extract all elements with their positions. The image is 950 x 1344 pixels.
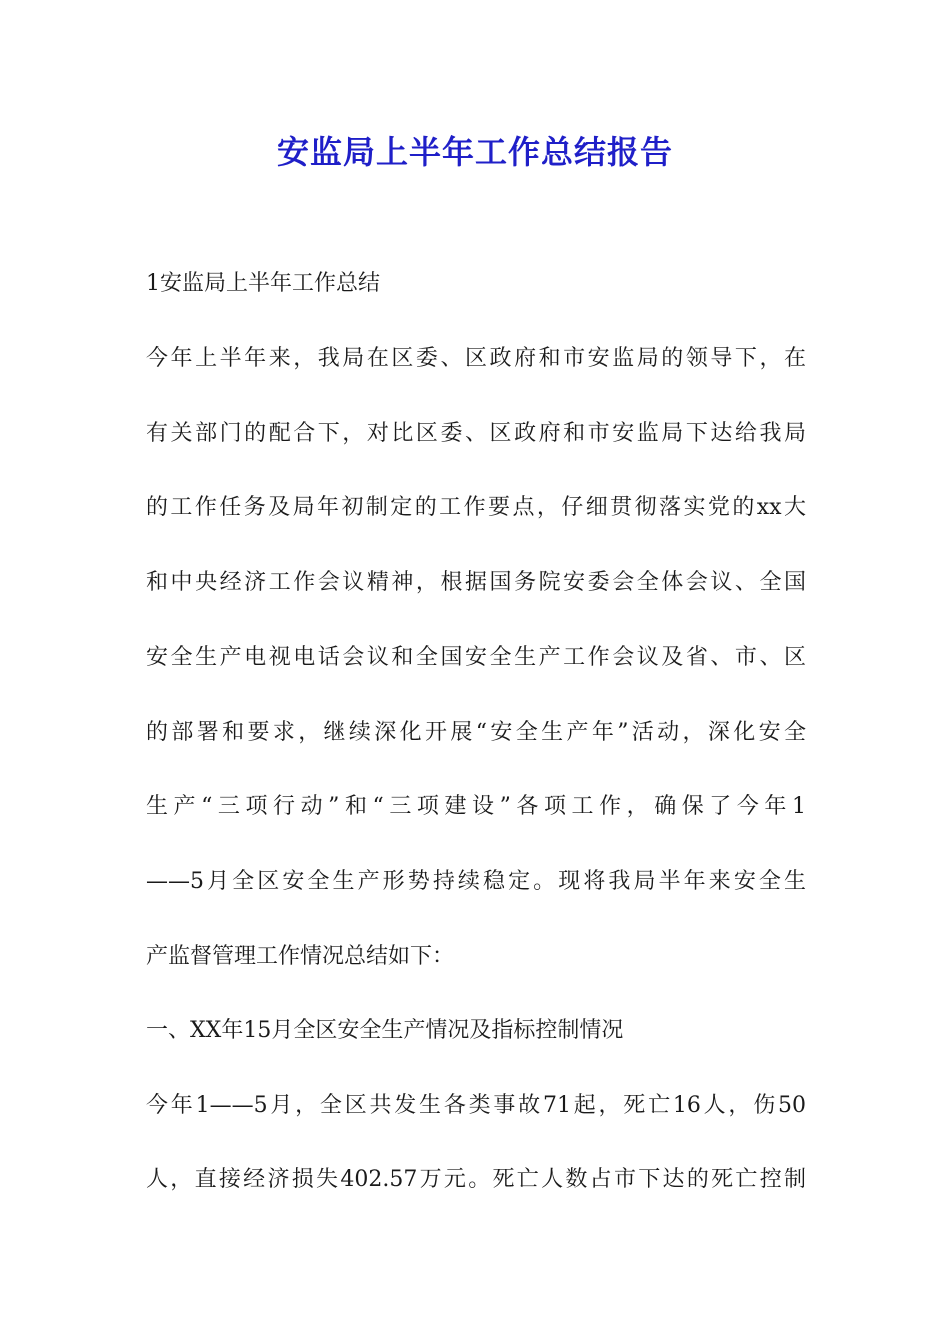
document-title: 安监局上半年工作总结报告 — [276, 133, 673, 171]
paragraph-1-line-4: 和中央经济工作会议精神，根据国务院安委会全体会议、全国 — [146, 570, 806, 595]
paragraph-1-line-8: ——5月全区安全生产形势持续稳定。现将我局半年来安全生 — [146, 869, 806, 894]
paragraph-1-line-5: 安全生产电视电话会议和全国安全生产工作会议及省、市、区 — [146, 645, 806, 670]
paragraph-1-line-9: 产监督管理工作情况总结如下： — [146, 944, 455, 969]
paragraph-1-line-2: 有关部门的配合下，对比区委、区政府和市安监局下达给我局 — [146, 421, 806, 446]
paragraph-1-line-6: 的部署和要求，继续深化开展“安全生产年”活动，深化安全 — [146, 720, 806, 745]
paragraph-1-line-3: 的工作任务及局年初制定的工作要点，仔细贯彻落实党的xx大 — [146, 495, 806, 520]
section-heading: 1安监局上半年工作总结 — [146, 271, 380, 296]
paragraph-2-line-2: 人，直接经济损失402.57万元。死亡人数占市下达的死亡控制 — [146, 1167, 806, 1192]
paragraph-2-line-1: 今年1——5月，全区共发生各类事故71起，死亡16人，伤50 — [146, 1093, 806, 1118]
paragraph-1-line-1: 今年上半年来，我局在区委、区政府和市安监局的领导下，在 — [146, 346, 806, 371]
document-body — [146, 264, 806, 1264]
subheading-1: 一、XX年15月全区安全生产情况及指标控制情况 — [146, 1018, 624, 1043]
paragraph-1-line-7: 生产“三项行动”和“三项建设”各项工作，确保了今年1 — [146, 794, 806, 819]
